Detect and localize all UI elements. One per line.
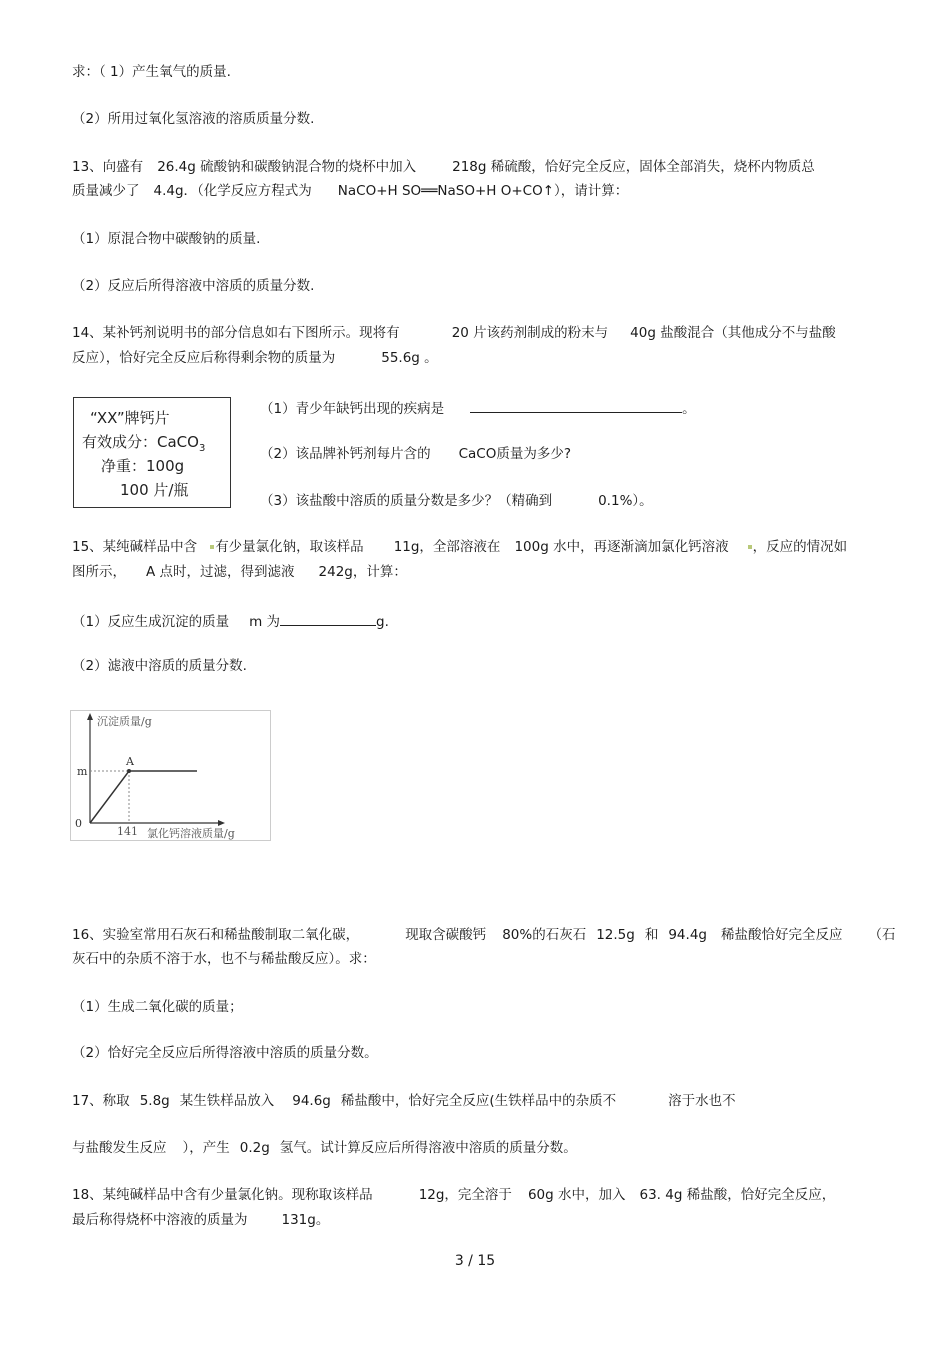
question-18-line-2: 最后称得烧杯中溶液的质量为 131g。: [72, 1212, 330, 1228]
label-brand: “XX”牌钙片: [90, 409, 170, 427]
question-15-line-1: 15、某纯碱样品中含 有少量氯化钠，取该样品 11g，全部溶液在 100g 水中，再逐渐滴加氯化钙溶液 ，反应的情况如: [72, 539, 848, 555]
answer-blank[interactable]: [470, 398, 682, 413]
question-15-part-1: （1）反应生成沉淀的质量 m 为 g.: [72, 611, 389, 631]
precipitate-graph: [70, 710, 271, 841]
calcium-label-box: [73, 397, 231, 508]
question-14-part-3: （3）该盐酸中溶质的质量分数是多少？（精确到 0.1%）。: [260, 493, 653, 509]
y-axis-arrow: [87, 713, 93, 720]
question-13-line-1: 13、向盛有 26.4g 硫酸钠和碳酸钠混合物的烧杯中加入 218g 稀硫酸，恰好完全反应，固体全部消失，烧杯内物质总: [72, 159, 815, 175]
question-17-line-1: 17、称取 5.8g 某生铁样品放入 94.6g 稀盐酸中，恰好完全反应(生铁样品中的杂质不 溶于水也不: [72, 1093, 736, 1109]
m-label: m: [77, 765, 88, 778]
label-count: 100 片/瓶: [120, 481, 189, 499]
x-tick-label: 141: [117, 825, 138, 838]
data-line: [90, 771, 197, 823]
x-axis-arrow: [218, 820, 225, 826]
question-18-line-1: 18、某纯碱样品中含有少量氯化钠。现称取该样品 12g，完全溶于 60g 水中，加入 63. 4g 稀盐酸，恰好完全反应，: [72, 1187, 836, 1203]
text-line: （1）原混合物中碳酸钠的质量.: [72, 231, 261, 247]
text-line: （2）所用过氧化氢溶液的溶质质量分数.: [72, 111, 315, 127]
y-axis-label: 沉淀质量/g: [97, 715, 152, 728]
origin-label: 0: [75, 817, 82, 830]
a-label: A: [126, 755, 134, 768]
question-14-part-1: （1）青少年缺钙出现的疾病是 。: [260, 398, 696, 418]
mark-dot: [210, 545, 214, 549]
text-line: 求：（ 1）产生氧气的质量.: [72, 64, 231, 80]
graph-svg: [71, 711, 272, 842]
question-13-line-2: 质量减少了 4.4g．（化学反应方程式为 NaCO+H SO══NaSO+H O+CO↑），请计算：: [72, 183, 629, 199]
x-axis-label: 氯化钙溶液质量/g: [147, 827, 235, 840]
answer-blank[interactable]: [280, 611, 376, 626]
question-16-line-1: 16、实验室常用石灰石和稀盐酸制取二氧化碳， 现取含碳酸钙 80%的石灰石 12.5g 和 94.4g 稀盐酸恰好完全反应 （石: [72, 927, 896, 943]
text-line: （2）反应后所得溶液中溶质的质量分数.: [72, 278, 315, 294]
page-number: 3 / 15: [454, 1253, 496, 1269]
question-14-part-2: （2）该品牌补钙剂每片含的 CaCO质量为多少?: [260, 446, 572, 462]
text-line: （1）生成二氧化碳的质量；: [72, 999, 243, 1015]
label-ingredient: 有效成分：CaCO$_3$: [82, 433, 206, 454]
question-16-line-2: 灰石中的杂质不溶于水，也不与稀盐酸反应）。求：: [72, 951, 376, 967]
label-weight: 净重：100g: [101, 457, 185, 475]
question-17-line-2: 与盐酸发生反应 ），产生 0.2g 氢气。试计算反应后所得溶液中溶质的质量分数。: [72, 1140, 577, 1156]
question-15-part-2: （2）滤液中溶质的质量分数.: [72, 658, 247, 674]
mark-dot: [748, 545, 752, 549]
text-line: （2）恰好完全反应后所得溶液中溶质的质量分数。: [72, 1045, 378, 1061]
question-15-line-2: 图所示， A 点时，过滤，得到滤液 242g，计算：: [72, 564, 407, 580]
point-a: [127, 769, 131, 773]
question-14-line-2: 反应），恰好完全反应后称得剩余物的质量为 55.6g 。: [72, 350, 438, 366]
question-14-line-1: 14、某补钙剂说明书的部分信息如右下图所示。现将有 20 片该药剂制成的粉末与 40g 盐酸混合（其他成分不与盐酸: [72, 325, 836, 341]
